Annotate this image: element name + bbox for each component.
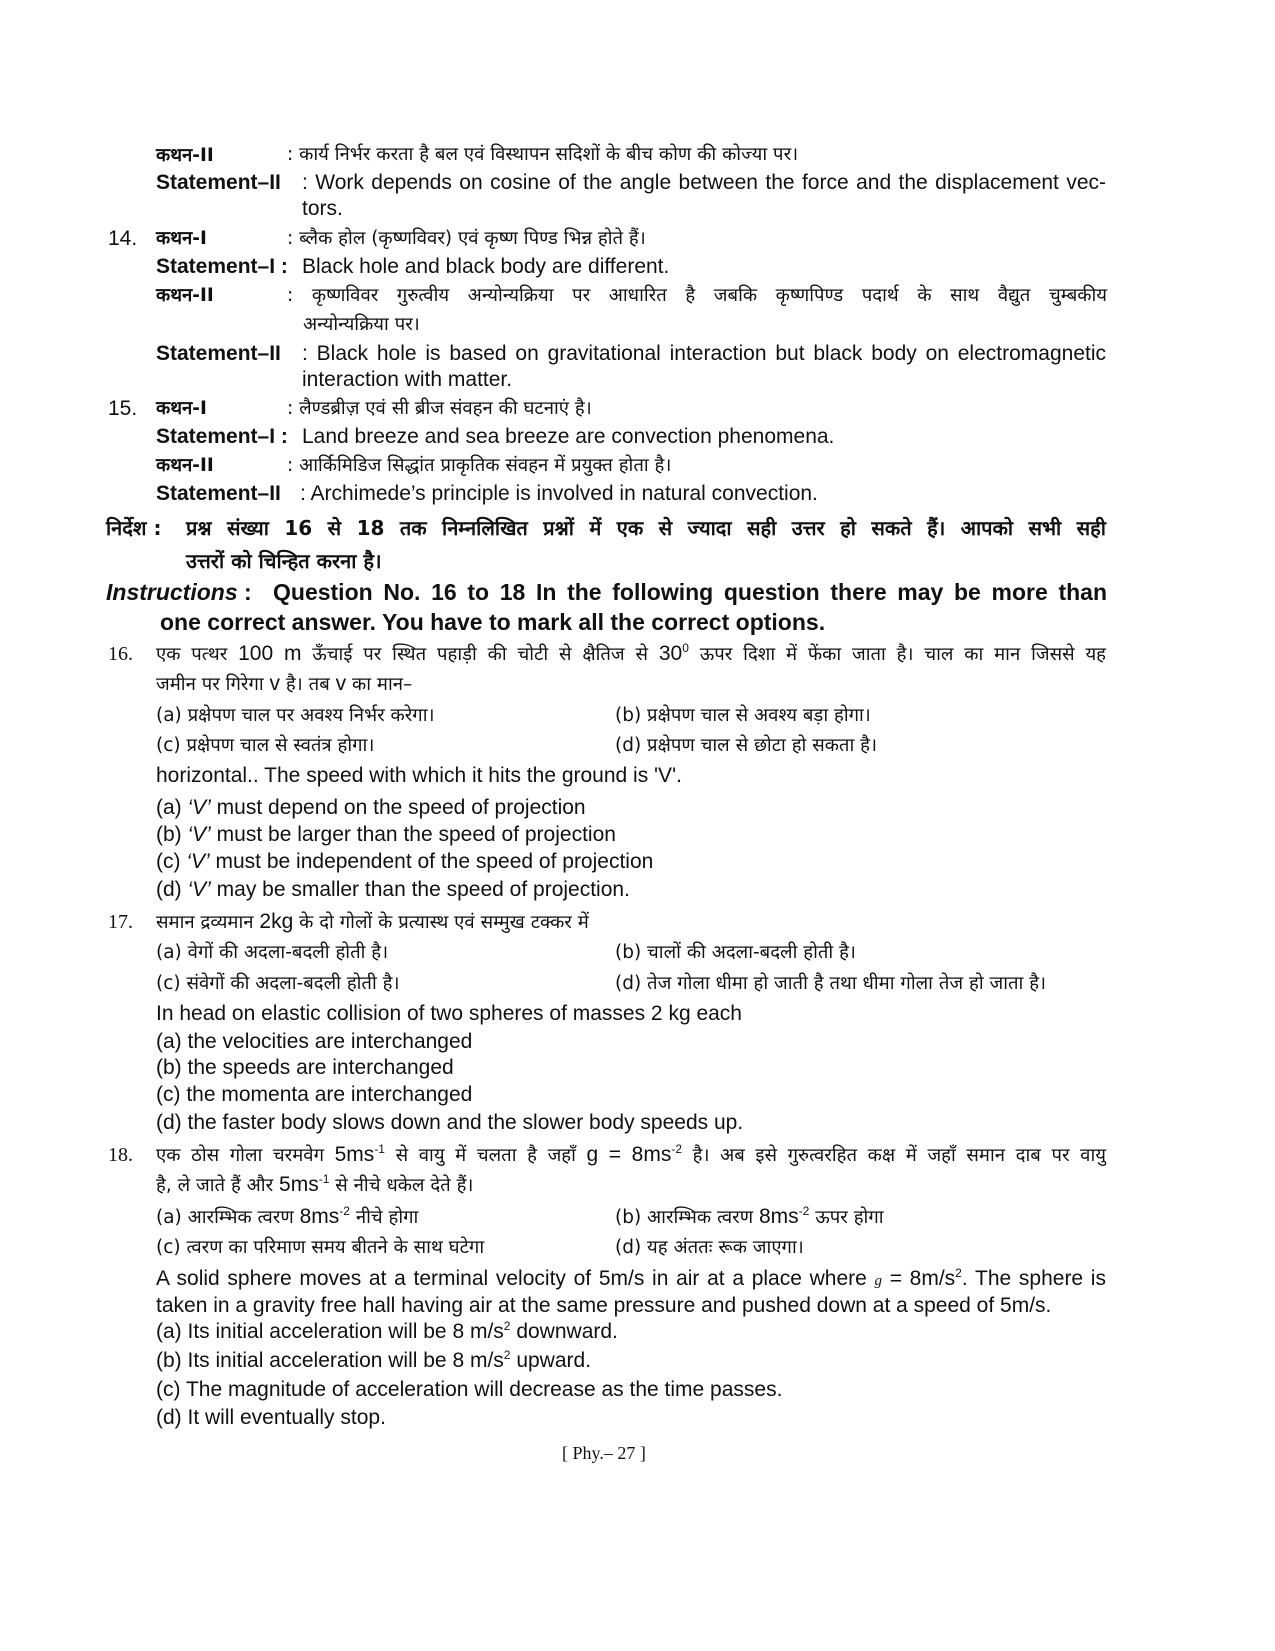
q18-english-text: A solid sphere moves at a terminal velocity of 5m/s in air at a place where $g = 8m/s^2$. The sphere is bbox=[156, 1266, 1106, 1290]
q17-option-d-hindi: (d) तेज गोला धीमा हो जाती है तथा धीमा गोला तेज हो जाता है। bbox=[615, 973, 1047, 994]
q18-option-a-hindi: (a) आरम्भिक त्वरण $8ms^{-2}$ नीचे होगा bbox=[156, 1204, 419, 1228]
instructions-colon: : bbox=[237, 579, 252, 605]
instructions-text: Question No. 16 to 18 In the following question there may be more than bbox=[273, 579, 1107, 605]
q13-statement2-text: : Work depends on cosine of the angle between the force and the displacement vec- bbox=[302, 171, 1106, 194]
q18-option-c-hindi: (c) त्वरण का परिमाण समय बीतने के साथ घटेगा bbox=[156, 1237, 485, 1258]
q18-hindi-text-cont: है, ले जाते हैं और $5ms^{-1}$ से नीचे धकेल देते हैं। bbox=[156, 1172, 474, 1196]
q17-option-b-english: (b) the speeds are interchanged bbox=[156, 1056, 454, 1079]
q16-hindi-text-cont: जमीन पर गिरेगा v है। तब v का मान– bbox=[156, 672, 413, 695]
q18-option-c-english: (c) The magnitude of acceleration will decrease as the time passes. bbox=[156, 1378, 783, 1401]
kathan2-label: कथन-II bbox=[156, 145, 214, 166]
q17-hindi-text: समान द्रव्यमान 2kg के दो गोलों के प्रत्यास्थ एवं सम्मुख टक्कर में bbox=[156, 910, 589, 933]
q15-statement1-label: Statement–I : bbox=[156, 425, 288, 448]
q17-number: 17. bbox=[108, 911, 133, 933]
instructions-text-cont: one correct answer. You have to mark all the correct options. bbox=[160, 609, 826, 635]
instructions-heading bbox=[106, 579, 252, 605]
q17-option-a-english: (a) the velocities are interchanged bbox=[156, 1030, 473, 1053]
q16-option-b-hindi: (b) प्रक्षेपण चाल से अवश्य बड़ा होगा। bbox=[615, 705, 871, 726]
q18-number: 18. bbox=[108, 1144, 133, 1166]
q16-hindi-text: एक पत्थर 100 m ऊँचाई पर स्थित पहाड़ी की चोटी से क्षैतिज से $30^0$ ऊपर दिशा में फेंका जाता है। चाल का मान जिससे यह bbox=[156, 641, 1107, 665]
q14-statement2-text: : Black hole is based on gravitational interaction but black body on electromagnetic bbox=[302, 342, 1106, 365]
q14-statement1-text: Black hole and black body are different. bbox=[302, 255, 670, 278]
q16-option-a-english: (a) ‘V’ must depend on the speed of projection bbox=[156, 796, 586, 819]
q16-option-a-hindi: (a) प्रक्षेपण चाल पर अवश्य निर्भर करेगा। bbox=[156, 705, 435, 726]
q16-option-c-hindi: (c) प्रक्षेपण चाल से स्वतंत्र होगा। bbox=[156, 735, 375, 756]
instructions-label: Instructions bbox=[106, 579, 238, 605]
q13-kathan2-text: : कार्य निर्भर करता है बल एवं विस्थापन सदिशों के बीच कोण की कोज्या पर। bbox=[287, 144, 799, 165]
q14-kathan1-text: : ब्लैक होल (कृष्णविवर) एवं कृष्ण पिण्ड भिन्न होते हैं। bbox=[287, 228, 646, 249]
q16-option-d-english: (d) ‘V’ may be smaller than the speed of projection. bbox=[156, 878, 630, 901]
q17-option-b-hindi: (b) चालों की अदला-बदली होती है। bbox=[615, 942, 856, 963]
q17-option-c-english: (c) the momenta are interchanged bbox=[156, 1083, 473, 1106]
q16-number: 16. bbox=[108, 643, 133, 665]
q14-kathan2-label: कथन-II bbox=[156, 285, 214, 306]
q18-option-a-english: (a) Its initial acceleration will be 8 $m/s^2$ downward. bbox=[156, 1319, 618, 1343]
q15-kathan2-label: कथन-II bbox=[156, 455, 214, 476]
q15-statement2-label: Statement–II bbox=[156, 482, 281, 505]
q18-english-text-cont: taken in a gravity free hall having air at the same pressure and pushed down at a speed of 5m/s. bbox=[156, 1294, 1052, 1317]
q17-english-text: In head on elastic collision of two spheres of masses 2 kg each bbox=[156, 1002, 742, 1025]
q14-kathan1-label: कथन-I bbox=[156, 228, 207, 249]
q14-statement2-label: Statement–II bbox=[156, 342, 281, 365]
q18-option-d-hindi: (d) यह अंततः रूक जाएगा। bbox=[615, 1237, 804, 1258]
q17-option-d-english: (d) the faster body slows down and the slower body speeds up. bbox=[156, 1111, 744, 1134]
q15-statement2-text: : Archimede’s principle is involved in natural convection. bbox=[300, 482, 818, 505]
q14-statement1-label: Statement–I : bbox=[156, 255, 288, 278]
q16-english-text: horizontal.. The speed with which it hits the ground is 'V'. bbox=[156, 764, 682, 787]
q15-statement1-text: Land breeze and sea breeze are convection phenomena. bbox=[302, 425, 835, 448]
q18-hindi-text: एक ठोस गोला चरमवेग $5ms^{-1}$ से वायु में चलता है जहाँ $g = 8ms^{-2}$ है। अब इसे गुरुत्वरहित कक्ष में जहाँ समान दाब पर वायु bbox=[156, 1142, 1106, 1166]
q14-statement2-text-cont: interaction with matter. bbox=[302, 368, 513, 391]
q14-kathan2-text-cont: अन्योन्यक्रिया पर। bbox=[303, 314, 420, 335]
q13-statement2-label: Statement–II bbox=[156, 171, 281, 194]
q16-option-c-english: (c) ‘V’ must be independent of the speed of projection bbox=[156, 850, 654, 873]
page-footer: [ Phy.– 27 ] bbox=[562, 1443, 646, 1463]
q18-option-b-hindi: (b) आरम्भिक त्वरण $8ms^{-2}$ ऊपर होगा bbox=[615, 1204, 884, 1228]
q15-kathan1-text: : लैण्डब्रीज़ एवं सी ब्रीज संवहन की घटनाएं है। bbox=[287, 398, 592, 419]
q17-option-a-hindi: (a) वेगों की अदला-बदली होती है। bbox=[156, 942, 389, 963]
q18-option-d-english: (d) It will eventually stop. bbox=[156, 1406, 386, 1429]
q14-number: 14. bbox=[108, 227, 138, 250]
q13-statement2-text-cont: tors. bbox=[302, 197, 343, 220]
q16-option-b-english: (b) ‘V’ must be larger than the speed of projection bbox=[156, 823, 616, 846]
direction-text-cont: उत्तरों को चिन्हित करना है। bbox=[186, 549, 382, 573]
q16-option-d-hindi: (d) प्रक्षेपण चाल से छोटा हो सकता है। bbox=[615, 735, 877, 756]
q15-kathan2-text: : आर्किमिडिज सिद्धांत प्राकृतिक संवहन में प्रयुक्त होता है। bbox=[287, 455, 672, 476]
q15-kathan1-label: कथन-I bbox=[156, 398, 207, 419]
q18-option-b-english: (b) Its initial acceleration will be 8 $m/s^2$ upward. bbox=[156, 1348, 592, 1372]
direction-text: प्रश्न संख्या 16 से 18 तक निम्नलिखित प्रश्नों में एक से ज्यादा सही उत्तर हो सकते हैं। आपको सभी सही bbox=[186, 516, 1106, 540]
direction-label: निर्देश : bbox=[106, 516, 162, 540]
q13-kathan2 bbox=[156, 142, 214, 169]
q14-kathan2-text: : कृष्णविवर गुरुत्वीय अन्योन्यक्रिया पर आधारित है जबकि कृष्णपिण्ड पदार्थ के साथ वैद्युत चुम्बकीय bbox=[287, 285, 1107, 306]
q15-number: 15. bbox=[108, 397, 138, 420]
q17-option-c-hindi: (c) संवेगों की अदला-बदली होती है। bbox=[156, 973, 400, 994]
